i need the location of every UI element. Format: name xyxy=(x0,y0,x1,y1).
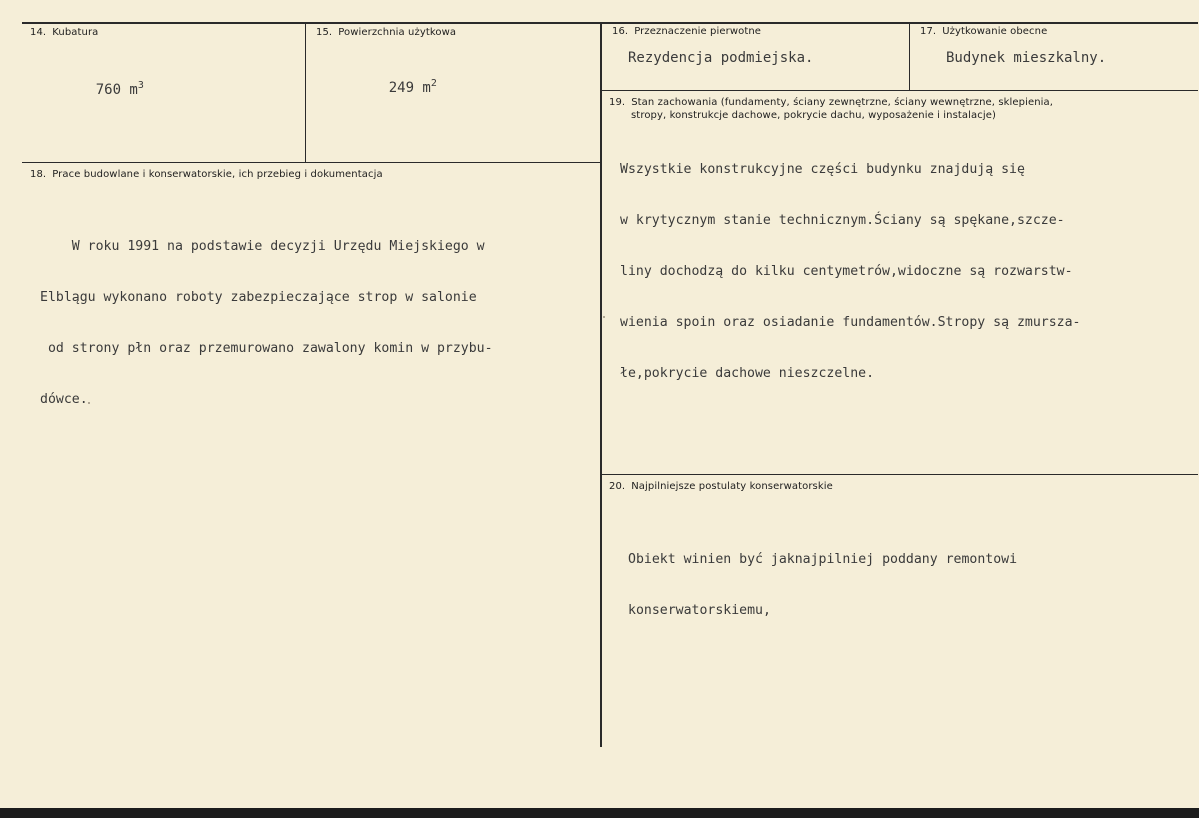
field-18-line-4: dówce. xyxy=(40,392,88,407)
paper-speck xyxy=(603,316,605,318)
field-18-line-3: od strony płn oraz przemurowano zawalony komin w przybu- xyxy=(40,341,493,356)
field-16-title: Przeznaczenie pierwotne xyxy=(634,26,762,37)
field-19-line-2: w krytycznym stanie technicznym.Ściany są spękane,szcze- xyxy=(620,213,1065,228)
field-18-line-2: Elblągu wykonano roboty zabezpieczające strop w salonie xyxy=(40,290,477,305)
kubatura-unit-exponent: 3 xyxy=(137,80,144,91)
field-19-text xyxy=(620,127,1081,416)
rule-above-20 xyxy=(601,474,1198,475)
powierzchnia-unit-exponent: 2 xyxy=(430,78,437,89)
field-19-line-5: łe,pokrycie dachowe nieszczelne. xyxy=(620,366,875,381)
powierzchnia-value: 249 m xyxy=(388,80,431,96)
field-20-number: 20. xyxy=(609,481,626,492)
field-20-title: Najpilniejsze postulaty konserwatorskie xyxy=(631,481,833,492)
field-15-title: Powierzchnia użytkowa xyxy=(338,27,457,38)
rule-below-16-17 xyxy=(601,90,1198,91)
field-19-title-line-2: stropy, konstrukcje dachowe, pokrycie dachu, wyposażenie i instalacje) xyxy=(631,110,996,121)
field-19-title-line-1: Stan zachowania (fundamenty, ściany zewnętrzne, ściany wewnętrzne, sklepienia, xyxy=(631,97,1054,108)
field-18-label xyxy=(30,169,383,180)
field-16-number: 16. xyxy=(612,26,629,37)
field-18-number: 18. xyxy=(30,169,47,180)
field-16-value: Rezydencja podmiejska. xyxy=(628,50,814,66)
field-17-number: 17. xyxy=(920,26,937,37)
field-14-title: Kubatura xyxy=(52,27,99,38)
field-20-line-1: Obiekt winien być jaknajpilniej poddany remontowi xyxy=(628,552,1018,567)
field-19-number: 19. xyxy=(609,97,626,108)
rule-below-14-15 xyxy=(22,162,601,163)
scan-bottom-edge xyxy=(0,808,1199,818)
kubatura-value: 760 m xyxy=(95,82,138,98)
field-14-value xyxy=(62,60,144,116)
field-19-label xyxy=(609,96,1053,122)
main-vertical-divider xyxy=(600,23,602,747)
field-18-line-1: W roku 1991 na podstawie decyzji Urzędu Miejskiego w xyxy=(40,239,485,254)
field-19-line-3: liny dochodzą do kilku centymetrów,widoczne są rozwarstw- xyxy=(620,264,1073,279)
field-19-line-1: Wszystkie konstrukcyjne części budynku znajdują się xyxy=(620,162,1025,177)
field-15-label xyxy=(316,27,456,38)
field-19-line-4: wienia spoin oraz osiadanie fundamentów.Stropy są zmursza- xyxy=(620,315,1081,330)
paper-speck xyxy=(88,402,90,404)
field-14-label xyxy=(30,27,98,38)
field-17-title: Użytkowanie obecne xyxy=(942,26,1048,37)
field-20-line-2: konserwatorskiemu, xyxy=(628,603,771,618)
top-rule xyxy=(22,22,1198,24)
field-18-title: Prace budowlane i konserwatorskie, ich przebieg i dokumentacja xyxy=(52,169,383,180)
field-17-value: Budynek mieszkalny. xyxy=(946,50,1107,66)
field-16-label xyxy=(612,26,761,37)
field-20-label xyxy=(609,481,833,492)
field-15-value xyxy=(355,58,437,114)
divider-14-15 xyxy=(305,23,306,163)
field-20-text xyxy=(628,517,1017,653)
divider-16-17 xyxy=(909,23,910,91)
field-17-label xyxy=(920,26,1047,37)
field-18-text xyxy=(40,204,493,442)
field-14-number: 14. xyxy=(30,27,47,38)
field-15-number: 15. xyxy=(316,27,333,38)
